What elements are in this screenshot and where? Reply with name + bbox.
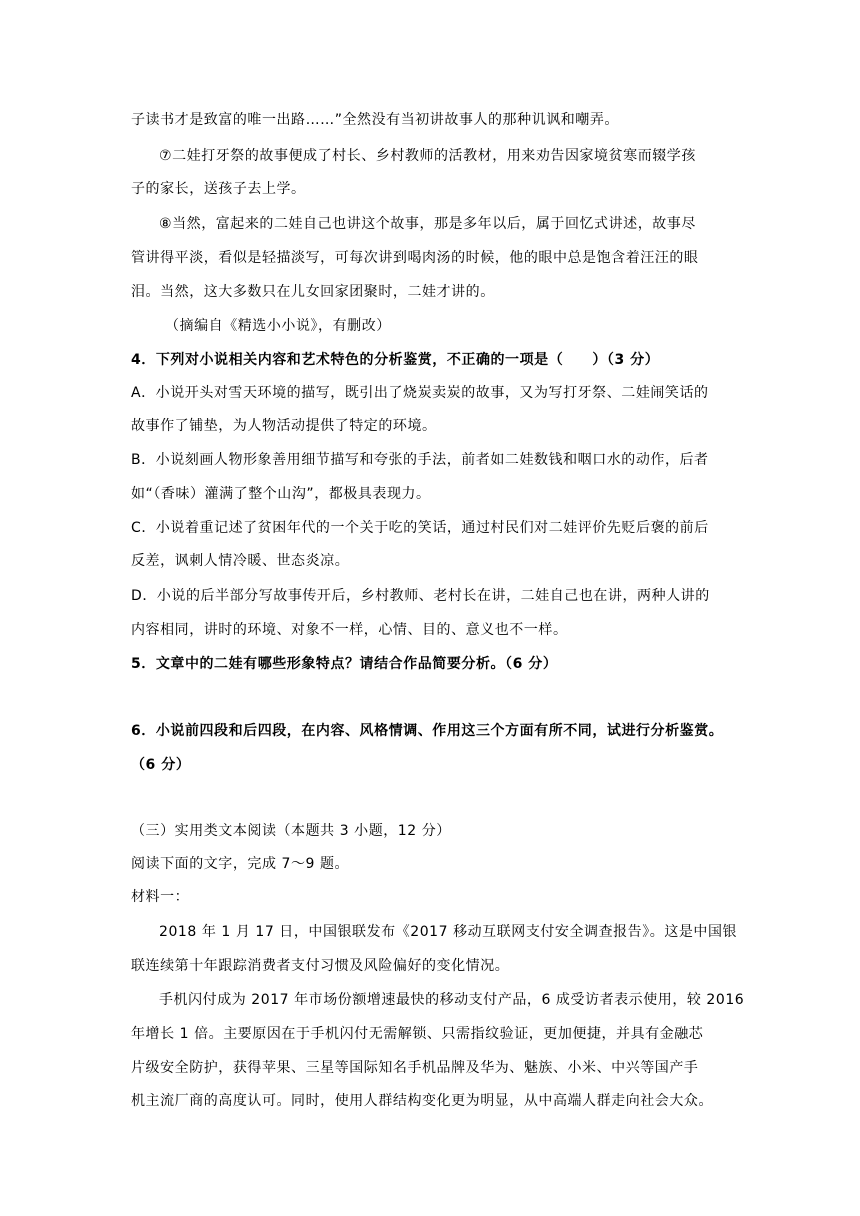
paragraph-line: 泪。当然，这大多数只在儿女回家团聚时，二娃才讲的。 <box>131 284 495 300</box>
paragraph-line: ⑦二娃打牙祭的故事便成了村长、乡村教师的活教材，用来劝告因家境贫寒而辍学孩 <box>159 148 696 164</box>
material-label: 材料一： <box>131 889 190 905</box>
option-a-line: A．小说开头对雪天环境的描写，既引出了烧炭卖炭的故事，又为写打牙祭、二娃闹笑话的 <box>131 385 709 401</box>
option-d-line: D．小说的后半部分写故事传开后，乡村教师、老村长在讲，二娃自己也在讲，两种人讲的 <box>131 588 710 604</box>
option-c-line: C．小说着重记述了贫困年代的一个关于吃的笑话，通过村民们对二娃评价先贬后褒的前后 <box>131 520 709 536</box>
question-6-score: （6 分） <box>131 757 191 773</box>
paragraph-line: 子读书才是致富的唯一出路……”全然没有当初讲故事人的那种讥讽和嘲弄。 <box>131 112 619 128</box>
material-paragraph-line: 联连续第十年跟踪消费者支付习惯及风险偏好的变化情况。 <box>131 958 510 974</box>
option-b-line: 如“（香味）灌满了整个山沟”，都极具表现力。 <box>131 486 431 502</box>
section-heading: （三）实用类文本阅读（本题共 3 小题，12 分） <box>131 823 451 839</box>
paragraph-line: ⑧当然，富起来的二娃自己也讲这个故事，那是多年以后，属于回忆式讲述，故事尽 <box>159 216 696 232</box>
question-5: 5．文章中的二娃有哪些形象特点？请结合作品简要分析。（6 分） <box>131 656 558 672</box>
material-paragraph-line: 手机闪付成为 2017 年市场份额增速最快的移动支付产品，6 成受访者表示使用，较 2016 <box>159 992 745 1008</box>
material-paragraph-line: 2018 年 1 月 17 日，中国银联发布《2017 移动互联网支付安全调查报告》。这是中国银 <box>159 924 738 940</box>
source-note: （摘编自《精选小小说》，有删改） <box>165 318 391 334</box>
question-6: 6．小说前四段和后四段，在内容、风格情调、作用这三个方面有所不同，试进行分析鉴赏。 <box>131 723 724 739</box>
instruction: 阅读下面的文字，完成 7～9 题。 <box>131 856 350 872</box>
paragraph-line: 子的家长，送孩子去上学。 <box>131 181 306 197</box>
option-d-line: 内容相同，讲时的环境、对象不一样，心情、目的、意义也不一样。 <box>131 622 568 638</box>
material-paragraph-line: 机主流厂商的高度认可。同时，使用人群结构变化更为明显，从中高端人群走向社会大众。 <box>131 1093 713 1109</box>
option-a-line: 故事作了铺垫，为人物活动提供了特定的环境。 <box>131 418 437 434</box>
option-c-line: 反差，讽刺人情冷暖、世态炎凉。 <box>131 553 350 569</box>
question-4: 4．下列对小说相关内容和艺术特色的分析鉴赏，不正确的一项是（ ）（3 分） <box>131 352 660 368</box>
material-paragraph-line: 年增长 1 倍。主要原因在于手机闪付无需解锁、只需指纹验证，更加便捷，并具有金融芯 <box>131 1026 704 1042</box>
option-b-line: B．小说刻画人物形象善用细节描写和夸张的手法，前者如二娃数钱和咽口水的动作，后者 <box>131 452 709 468</box>
paragraph-line: 管讲得平淡，看似是轻描淡写，可每次讲到喝肉汤的时候，他的眼中总是饱含着汪汪的眼 <box>131 250 699 266</box>
material-paragraph-line: 片级安全防护，获得苹果、三星等国际知名手机品牌及华为、魅族、小米、中兴等国产手 <box>131 1060 699 1076</box>
